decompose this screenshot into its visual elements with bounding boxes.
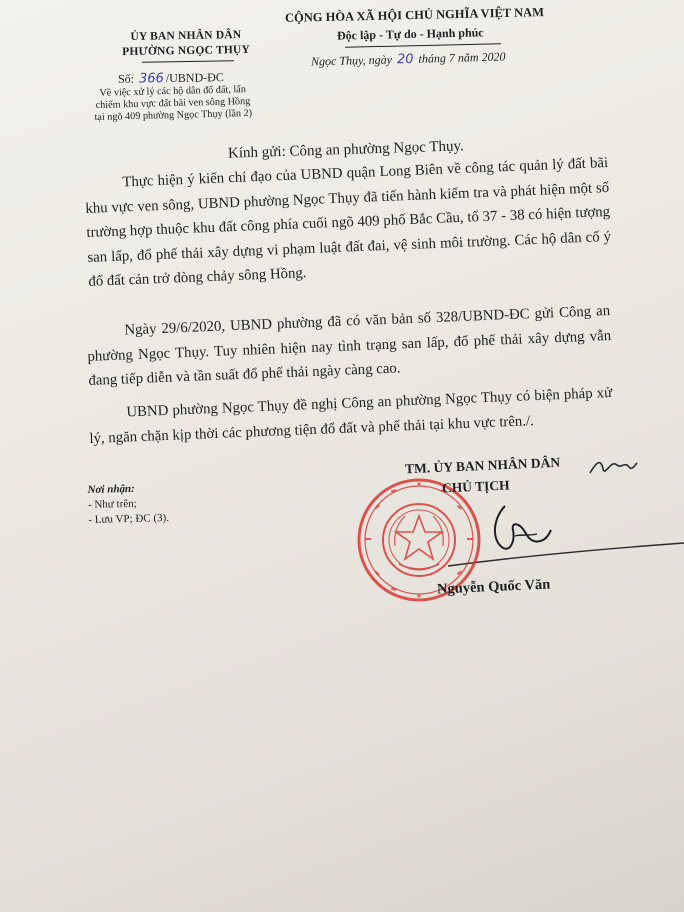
signature-on-behalf: TM. ỦY BAN NHÂN DÂN xyxy=(404,454,561,477)
initials-scribble-icon xyxy=(587,455,639,481)
pen-stroke-line xyxy=(448,540,684,570)
place-date-suffix: tháng 7 năm 2020 xyxy=(418,49,506,66)
motto-underline xyxy=(345,43,501,48)
national-motto: Độc lập - Tự do - Hạnh phúc xyxy=(336,25,484,43)
agency-line-2: PHƯỜNG NGỌC THỤY xyxy=(122,43,251,59)
recipient-line: Kính gửi: Công an phường Ngọc Thụy. xyxy=(227,138,465,162)
handwritten-signature-icon xyxy=(485,500,555,556)
number-prefix: Số: xyxy=(117,71,135,86)
number-handwritten: 366 xyxy=(138,71,164,87)
date-day-handwritten: 20 xyxy=(396,51,414,68)
place-date-prefix: Ngọc Thụy, ngày xyxy=(310,52,393,69)
distribution-line-2: - Lưu VP; ĐC (3). xyxy=(88,511,170,527)
signature-title: CHỦ TỊCH xyxy=(441,477,510,496)
agency-line-1: ỦY BAN NHÂN DÂN xyxy=(130,29,242,43)
signer-name: Nguyễn Quốc Văn xyxy=(436,576,551,598)
place-and-date xyxy=(311,49,506,69)
number-suffix: /UBND-ĐC xyxy=(165,70,224,86)
body-paragraph-2: Ngày 29/6/2020, UBND phường đã có văn bản số 328/UBND-ĐC gửi Công an phường Ngọc Thụy. Tuy nhiên hiện nay tình trạng san lấp, đổ phế thải xây dựng vẫn đang tiếp diễn và tần suất đổ phế thải ngày càng cao. xyxy=(87,302,612,389)
body-paragraph-3: UBND phường Ngọc Thụy đề nghị Công an phường Ngọc Thụy có biện pháp xử lý, ngăn chặn kịp thời các phương tiện đổ đất và phế thải tại khu vực trên./. xyxy=(89,384,613,447)
distribution-title: Nơi nhận: xyxy=(87,482,135,497)
body-paragraph-1: Thực hiện ý kiến chỉ đạo của UBND quận Long Biên về công tác quản lý đất bãi khu vực ven sông, UBND phường Ngọc Thụy đã tiến hành kiểm tra và phát hiện một số trường hợp thuộc khu đất công phía cuối ngõ 409 phố Bắc Cầu, tổ 37 - 38 có hiện tượng san lấp, đổ phế thải xây dựng vi phạm luật đất đai, vệ sinh môi trường. Các hộ dân cố ý đổ đất cản trở dòng chảy sông Hồng. xyxy=(85,154,612,290)
distribution-line-1: - Như trên; xyxy=(87,497,137,512)
issuing-agency xyxy=(112,28,261,61)
national-title: CỘNG HÒA XÃ HỘI CHỦ NGHĨA VIỆT NAM xyxy=(284,5,545,25)
document-subject: Về việc xử lý các hộ dân đổ đất, lấn chiếm khu vực đất bãi ven sông Hồng tại ngõ 409 phường Ngọc Thụy (lần 2) xyxy=(94,84,253,124)
distribution-list xyxy=(87,481,169,528)
agency-underline xyxy=(142,60,234,63)
